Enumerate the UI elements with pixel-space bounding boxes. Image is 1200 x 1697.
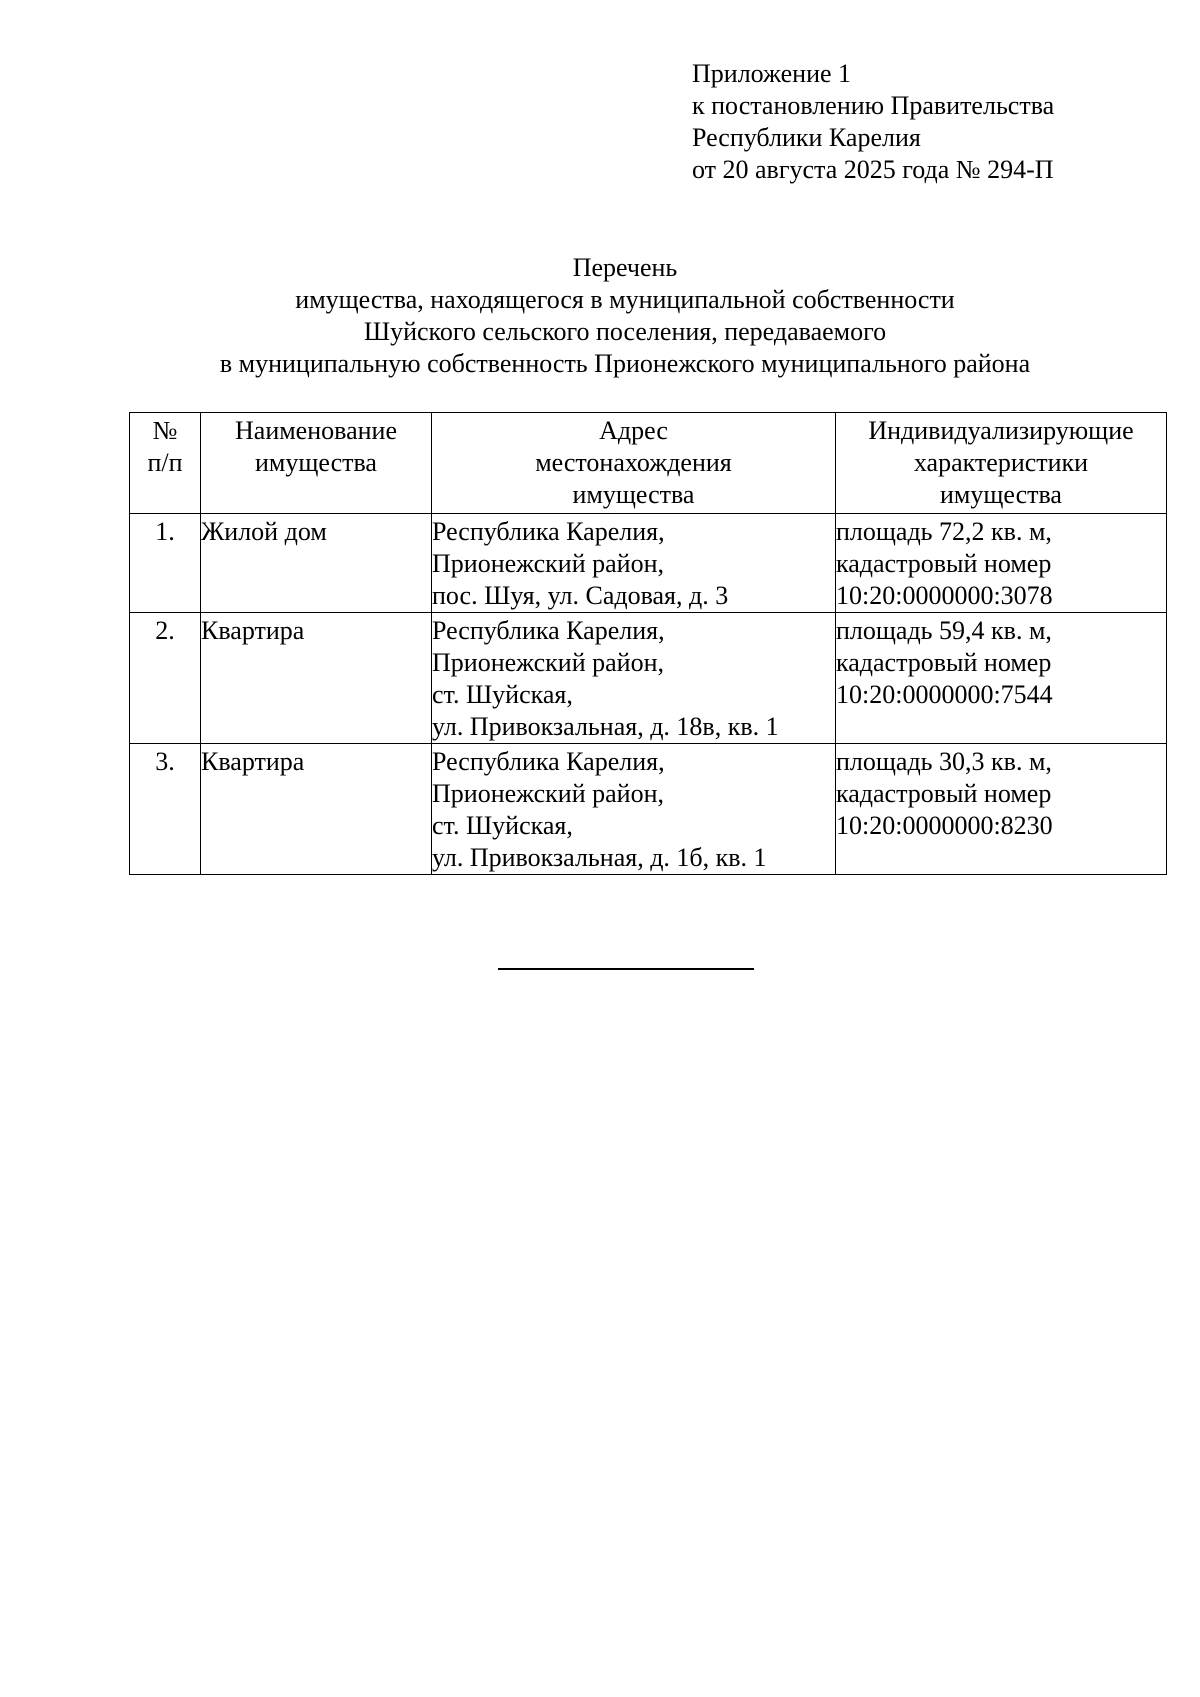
table-row [130,613,1167,744]
title-line-2: имущества, находящегося в муниципальной собственности [295,285,955,314]
row-name: Квартира [201,613,432,744]
row-num: 1. [130,514,201,613]
property-table [129,412,1167,875]
appendix-date: от 20 августа 2025 года № 294-П [692,155,1054,184]
row-name: Жилой дом [201,514,432,613]
appendix-number: Приложение 1 [692,59,852,88]
row-address: Республика Карелия, Прионежский район, ст. Шуйская, ул. Привокзальная, д. 1б, кв. 1 [432,744,836,875]
appendix-government: Республики Карелия [692,123,921,152]
appendix-resolution-ref: к постановлению Правительства [692,91,1055,120]
row-characteristics: площадь 59,4 кв. м, кадастровый номер 10:20:0000000:7544 [836,613,1167,744]
row-name: Квартира [201,744,432,875]
row-characteristics: площадь 72,2 кв. м, кадастровый номер 10:20:0000000:3078 [836,514,1167,613]
title-line-3: Шуйского сельского поселения, передаваемого [363,317,887,346]
row-characteristics: площадь 30,3 кв. м, кадастровый номер 10:20:0000000:8230 [836,744,1167,875]
header-characteristics: Индивидуализирующие характеристики имущества [836,413,1167,514]
table-row [130,514,1167,613]
appendix-header [692,58,1172,186]
row-num: 2. [130,613,201,744]
title-line-1: Перечень [572,253,678,282]
title-line-4: в муниципальную собственность Прионежского муниципального района [219,349,1031,378]
table-header-row [130,413,1167,514]
header-address: Адрес местонахождения имущества [432,413,836,514]
table-row [130,744,1167,875]
document-title [0,252,1200,380]
row-address: Республика Карелия, Прионежский район, пос. Шуя, ул. Садовая, д. 3 [432,514,836,613]
row-num: 3. [130,744,201,875]
closing-separator-line [498,968,754,970]
header-name: Наименование имущества [201,413,432,514]
header-num: № п/п [130,413,201,514]
row-address: Республика Карелия, Прионежский район, ст. Шуйская, ул. Привокзальная, д. 18в, кв. 1 [432,613,836,744]
